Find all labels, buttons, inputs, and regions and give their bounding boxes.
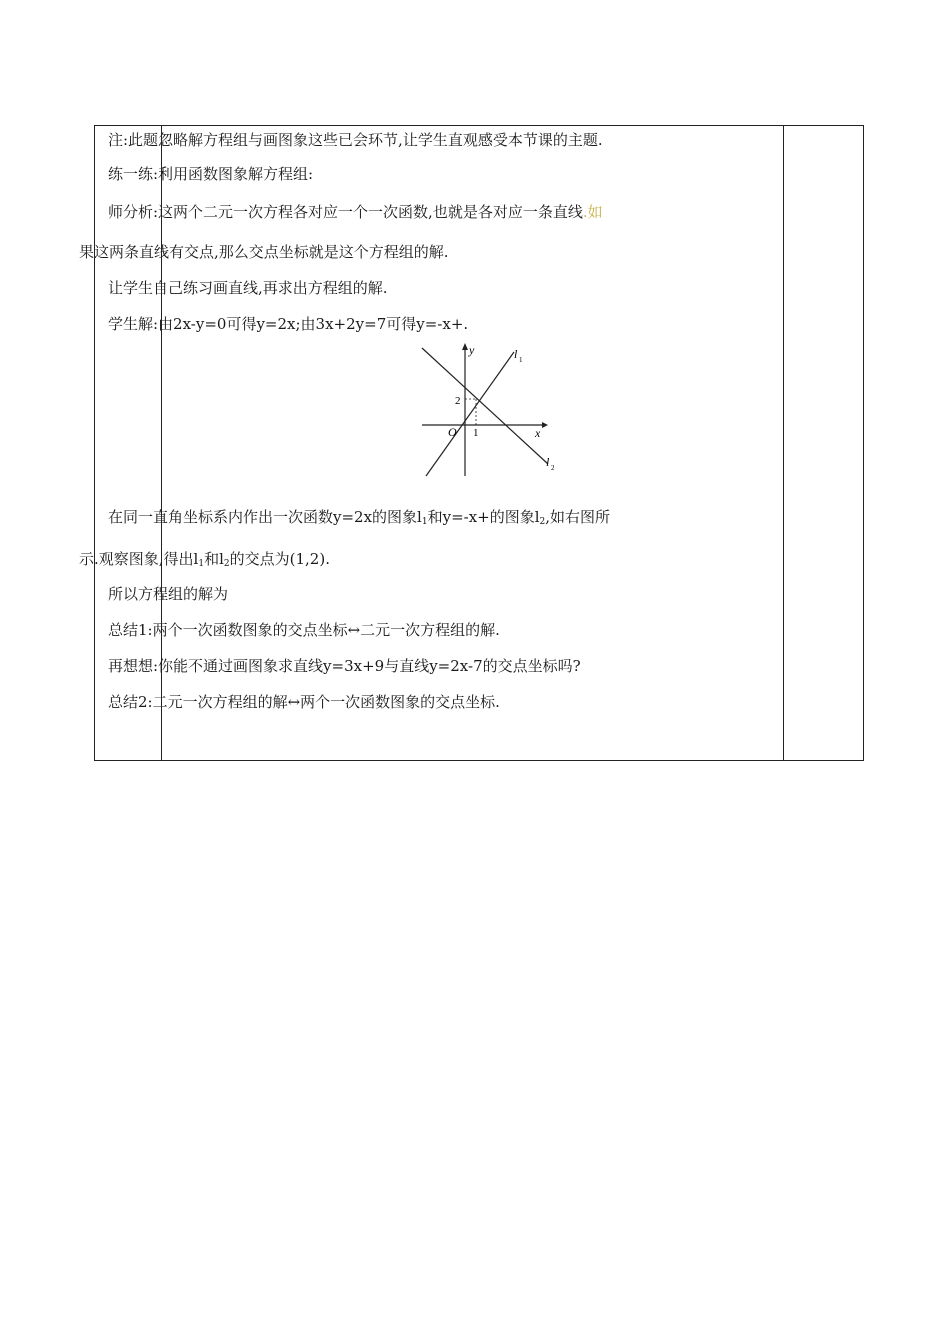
function-graph (418, 340, 558, 480)
plot-description-cont: 示.观察图象,得出$l_1$和$l_2$的交点为(1,2). (79, 550, 330, 569)
x-tick-label: 1 (473, 427, 479, 439)
x-axis-label: x (535, 426, 541, 440)
solution-intro-line: 所以方程组的解为 (108, 585, 229, 603)
practice-line: 练一练:利用函数图象解方程组: (108, 165, 314, 183)
teacher-analysis-cont: 果这两条直线有交点,那么交点坐标就是这个方程组的解. (79, 243, 449, 261)
note-line: 注:此题忽略解方程组与画图象这些已会环节,让学生直观感受本节课的主题. (108, 131, 603, 149)
y-tick-label: 2 (455, 395, 461, 407)
line-l2-subscript: 2 (551, 464, 555, 472)
student-practice-line: 让学生自己练习画直线,再求出方程组的解. (108, 279, 388, 297)
line-l1-subscript: 1 (519, 356, 523, 364)
origin-label: O (448, 425, 457, 439)
summary2-line: 总结2:二元一次方程组的解↔两个一次函数图象的交点坐标. (108, 693, 500, 711)
teacher-analysis-line: 师分析:这两个二元一次方程各对应一个一次函数,也就是各对应一条直线.如 (108, 203, 603, 221)
line-l1-label: l (514, 347, 518, 361)
column-divider-right (783, 126, 784, 760)
y-axis-label: y (469, 343, 475, 357)
student-solution-line: 学生解:由2x-y=0可得y=2x;由3x+2y=7可得y=-x+. (108, 315, 469, 333)
y-axis-arrow (462, 343, 468, 350)
line-l2 (422, 348, 548, 464)
x-axis-arrow (542, 422, 548, 428)
rethink-line: 再想想:你能不通过画图象求直线y=3x+9与直线y=2x-7的交点坐标吗? (108, 657, 581, 675)
summary1-line: 总结1:两个一次函数图象的交点坐标↔二元一次方程组的解. (108, 621, 500, 639)
line-l2-label: l (546, 455, 550, 469)
line-l1 (426, 352, 514, 476)
plot-description-line: 在同一直角坐标系内作出一次函数y=2x的图象$l_1$和y=-x+的图象$l_2$,如右图所 (108, 508, 611, 527)
